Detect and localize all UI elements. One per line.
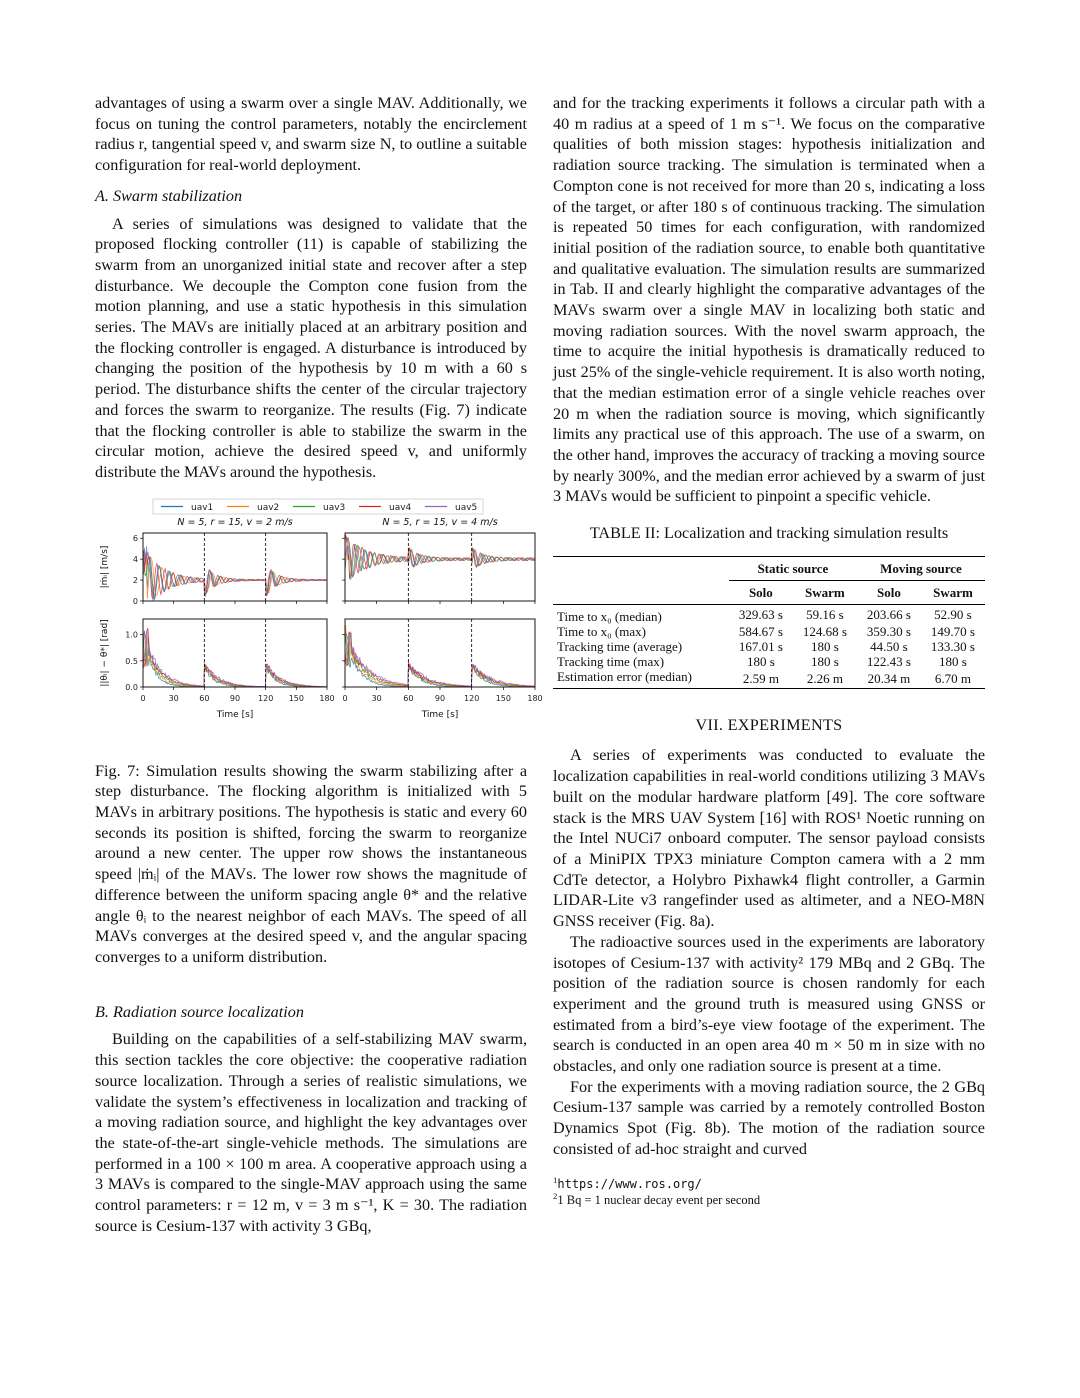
y-tick-label: 0.0 — [125, 682, 138, 692]
paragraph: advantages of using a swarm over a single MAV. Additionally, we focus on tuning the control parameters, notably the encirclement radius r, tangential speed v, and swarm size N, to outline a suitable configuration for real-world deployment. — [95, 94, 527, 175]
paragraph: Building on the capabilities of a self-stabilizing MAV swarm, this section tackles the core objective: the cooperative radiation source localization. Through a series of realistic simulations, we validate the system’s effectiveness in localization and tracking of a moving radiation source, and highlight the key advantages over the state-of-the-art single-vehicle methods. The simulations are performed in a 100 × 100 m area. A cooperative approach using a 3 MAVs is compared to the single-MAV approach using the same control parameters: r = 12 m, v = 3 m s⁻¹, K = 30. The radiation source is Cesium-137 with activity 3 GBq, — [95, 1030, 527, 1235]
table-row: Tracking time (average) 167.01 s 180 s 44.50 s 133.30 s — [557, 638, 975, 654]
legend-label: uav2 — [257, 502, 280, 513]
legend-label: uav3 — [323, 502, 346, 513]
subsection-heading: A. Swarm stabilization — [95, 186, 243, 205]
x-tick-label: 0 — [342, 693, 348, 703]
table-row: Time to x₀ (max) 584.67 s 124.68 s 359.30 s 149.70 s — [557, 623, 975, 639]
x-tick-label: 60 — [199, 693, 210, 703]
x-tick-label: 30 — [371, 693, 382, 703]
x-axis-label: Time [s] — [421, 709, 459, 720]
paragraph: For the experiments with a moving radiation source, the 2 GBq Cesium-137 sample was carried by a remotely controlled Boston Dynamics Spot (Fig. 8b). The motion of the radiation source consisted of ad-hoc straight and curved — [553, 1077, 985, 1158]
panel-title: N = 5, r = 15, v = 2 m/s — [177, 516, 293, 528]
legend-label: uav5 — [455, 502, 478, 513]
y-axis-label-top: |ṁᵢ| [m/s] — [100, 545, 110, 589]
subplot — [125, 619, 334, 720]
y-tick-label: 1.0 — [125, 630, 138, 640]
paragraph: The radioactive sources used in the experiments are laboratory isotopes of Cesium-137 with activity² 179 MBq and 2 GBq. The position of the radiation source is chosen randomly for each experiment and the ground truth is measured using GNSS or estimated from a bird’s-eye view footage of the experiment. The search is conducted in an open area 40 m × 50 m in size with no obstacles, and only one radiation source is present at a time. — [553, 932, 985, 1076]
table-subheader: Swarm — [793, 580, 857, 604]
series-group — [143, 546, 327, 600]
series-line-uav4 — [345, 535, 535, 578]
x-tick-label: 90 — [434, 693, 446, 703]
series-line-uav5 — [143, 630, 327, 686]
series-line-uav3 — [345, 633, 535, 686]
x-tick-label: 180 — [319, 693, 335, 703]
y-tick-label: 0 — [132, 596, 138, 606]
paragraph: A series of simulations was designed to validate that the proposed flocking controller (11) is capable of stabilizing the swarm from an unorganized initial state and recover after a step disturbance. We decouple the Compton cone fusion from the motion planning, and use a static hypothesis in this simulation series. The MAVs are initially placed at an arbitrary position and the flocking controller is engaged. A disturbance is introduced by changing the position of the hypothesis by 10 m with a 60 s period. The disturbance shifts the center of the circular trajectory and forces the swarm to reorganize. The results (Fig. 7) indicate that the flocking controller is able to stabilize the swarm in the circular motion, achieve the desired speed v, and uniformly distribute the MAVs around the hypothesis. — [95, 214, 527, 481]
subplot — [342, 619, 543, 720]
table-row: Time to x₀ (median) 329.63 s 59.16 s 203.66 s 52.90 s — [557, 606, 972, 624]
right-column — [553, 93, 985, 1208]
subplot — [342, 517, 535, 604]
panel-title: N = 5, r = 15, v = 4 m/s — [382, 516, 498, 528]
y-axis-label-bottom: ||θᵢ| − θ*| [rad] — [100, 618, 110, 687]
x-tick-label: 150 — [288, 693, 304, 703]
y-tick-label: 2 — [132, 575, 138, 585]
x-tick-label: 120 — [464, 693, 480, 703]
legend-label: uav4 — [389, 502, 412, 513]
section-heading: VII. EXPERIMENTS — [695, 715, 843, 734]
series-line-uav2 — [345, 537, 535, 576]
series-line-uav4 — [345, 632, 535, 686]
paragraph: A series of experiments was conducted to evaluate the localization capabilities in real-world conditions utilizing 3 MAVs built on the modular hardware platform [49]. The core software stack is the MRS UAV System [16] with ROS¹ Noetic running on the Intel NUCi7 onboard computer. The sensor payload consists of a MiniPIX TPX3 miniature Compton camera with a 2 mm CdTe detector, a Holybro Pixhawk4 flight controller, a Garmin LIDAR-Lite v3 rangefinder used as altimeter, and a NEO-M8N GNSS receiver (Fig. 8a). — [553, 746, 985, 931]
paragraph: and for the tracking experiments it follows a circular path with a 40 m radius at a speed of 1 m s⁻¹. We focus on the comparative qualities of both mission stages: hypothesis initialization and radiation source tracking. The simulation is terminated when a Compton cone is not received for more than 20 s, indicating a loss of the target, or after 180 s of continuous tracking. The simulation is repeated 50 times for each configuration, with randomized initial position of the radiation source, to enable both quantitative and qualitative evaluation. The simulation results are summarized in Tab. II and clearly highlight the comparative advantages of the MAVs swarm over a single MAV in localizing both static and moving radiation sources. With the novel swarm approach, the time to acquire the initial hypothesis is dramatically reduced to just 25% of the single-vehicle requirement. It is also worth noting, that the median estimation error of a single vehicle reaches over 20 m when the radiation source is moving, which significantly limits any practical use of this approach. The use of a swarm, on the other hand, improves the accuracy of tracking a moving source by nearly 300%, and the median error achieved by a swarm of just 3 MAVs would be sufficient to pinpoint a specific vehicle. — [553, 94, 985, 506]
subsection-heading: B. Radiation source localization — [95, 1002, 304, 1021]
footnote-1: $^1$https://www.ros.org/ — [553, 1174, 702, 1191]
axes-frame — [143, 619, 327, 687]
series-line-uav5 — [345, 537, 535, 576]
left-column — [95, 93, 543, 1236]
table-subheader: Swarm — [921, 580, 985, 604]
y-tick-label: 0.5 — [125, 656, 138, 666]
results-table — [553, 556, 985, 689]
table-subheader: Solo — [857, 580, 921, 604]
subplot — [133, 517, 327, 606]
series-line-uav1 — [345, 633, 535, 686]
axes-frame — [345, 533, 535, 601]
x-tick-label: 90 — [229, 693, 241, 703]
x-tick-label: 180 — [527, 693, 543, 703]
x-tick-label: 60 — [403, 693, 414, 703]
x-tick-label: 120 — [258, 693, 274, 703]
legend-label: uav1 — [191, 502, 214, 513]
series-group — [143, 628, 327, 686]
table-row: Tracking time (max) 180 s 180 s 122.43 s 180 s — [557, 653, 967, 669]
series-group — [345, 625, 535, 687]
figure-caption: Fig. 7: Simulation results showing the swarm stabilizing after a step disturbance. The flocking algorithm is initialized with 5 MAVs in arbitrary positions. The hypothesis is static and every 60 seconds its position is shifted, forcing the swarm to reorganize around a new center. The upper row shows the instantaneous speed |ṁᵢ| of the MAVs. The lower row shows the magnitude of difference between the uniform spacing angle θ* and the relative angle θᵢ to the nearest neighbor of each MAVs. The speed of all MAVs converges at the desired speed v, and the angular spacing converges to a uniform distribution. — [95, 761, 527, 966]
table-caption: TABLE II: Localization and tracking simulation results — [589, 524, 949, 543]
footnotes — [553, 1176, 985, 1208]
table-row: Estimation error (median) 2.59 m 2.26 m 20.34 m 6.70 m — [553, 669, 985, 689]
y-tick-label: 4 — [132, 554, 138, 564]
series-line-uav1 — [345, 535, 535, 579]
table-group-moving: Moving source — [880, 560, 962, 576]
y-tick-label: 6 — [132, 533, 138, 543]
x-tick-label: 30 — [168, 693, 179, 703]
table-subheader: Solo — [729, 580, 793, 604]
figure-7-chart — [95, 497, 547, 747]
x-tick-label: 150 — [495, 693, 511, 703]
footnote-2: $^2$1 Bq = 1 nuclear decay event per second — [553, 1190, 761, 1207]
figure-7 — [95, 497, 547, 747]
x-axis-label: Time [s] — [216, 709, 254, 720]
x-tick-label: 0 — [140, 693, 146, 703]
axes-frame — [143, 533, 327, 601]
table-group-static: Static source — [757, 560, 829, 576]
series-group — [345, 535, 535, 579]
